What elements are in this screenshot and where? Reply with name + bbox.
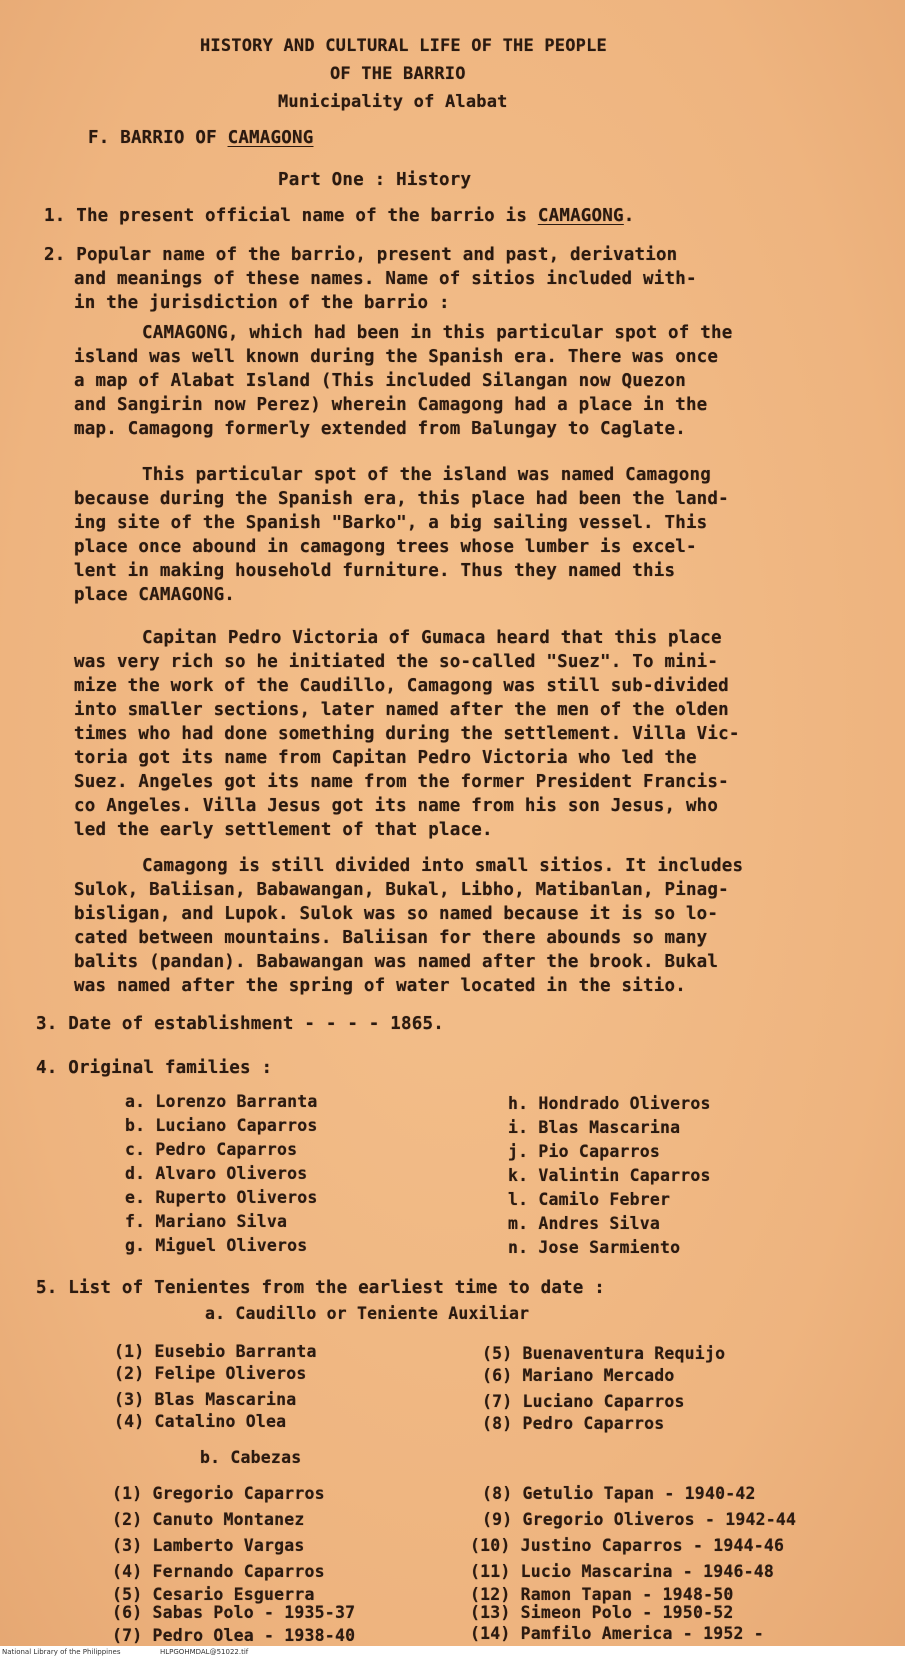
family-g: g. Miguel Oliveros: [125, 1236, 308, 1255]
p2-line-1: This particular spot of the island was named Camagong: [142, 465, 712, 485]
p2-line-4: place once abound in camagong trees whose lumber is excel-: [74, 537, 697, 557]
p2-line-3: ing site of the Spanish "Barko", a big sailing vessel. This: [74, 513, 708, 533]
cabeza-9: (9) Gregorio Oliveros - 1942-44: [482, 1510, 797, 1529]
cabeza-1: (1) Gregorio Caparros: [112, 1484, 325, 1503]
p3-line-1: Capitan Pedro Victoria of Gumaca heard that this place: [142, 628, 722, 648]
question-1-name: CAMAGONG: [537, 206, 624, 226]
p4-line-2: Sulok, Baliisan, Babawangan, Bukal, Libho, Matibanlan, Pinag-: [74, 880, 729, 900]
p2-line-6: place CAMAGONG.: [74, 585, 236, 605]
p4-line-5: balits (pandan). Babawangan was named after the brook. Bukal: [74, 952, 719, 972]
question-2-line-2: and meanings of these names. Name of sitios included with-: [74, 269, 697, 289]
p4-line-4: cated between mountains. Baliisan for there abounds so many: [74, 928, 708, 948]
family-i: i. Blas Mascarina: [508, 1118, 681, 1137]
p2-line-5: lent in making household furniture. Thus they named this: [74, 561, 676, 581]
family-l: l. Camilo Febrer: [508, 1190, 671, 1209]
p4-line-6: was named after the spring of water located in the sitio.: [74, 976, 686, 996]
caudillo-4: (4) Catalino Olea: [114, 1412, 287, 1431]
question-1-end: .: [623, 206, 635, 226]
footer-filename: HLPGOHMDAL@51022.tif: [160, 1648, 249, 1656]
cabeza-2: (2) Canuto Montanez: [112, 1510, 305, 1529]
p4-line-1: Camagong is still divided into small sitios. It includes: [142, 856, 744, 876]
caudillo-heading: a. Caudillo or Teniente Auxiliar: [205, 1304, 530, 1323]
caudillo-1: (1) Eusebio Barranta: [114, 1342, 317, 1361]
question-1: [44, 206, 635, 226]
cabeza-10: (10) Justino Caparros - 1944-46: [470, 1536, 785, 1555]
p3-line-5: times who had done something during the settlement. Villa Vic-: [74, 724, 740, 744]
cabeza-8: (8) Getulio Tapan - 1940-42: [482, 1484, 756, 1503]
cabeza-6: (6) Sabas Polo - 1935-37: [112, 1603, 356, 1622]
family-h: h. Hondrado Oliveros: [508, 1094, 711, 1113]
cabeza-4: (4) Fernando Caparros: [112, 1562, 325, 1581]
caudillo-6: (6) Mariano Mercado: [482, 1366, 675, 1385]
caudillo-8: (8) Pedro Caparros: [482, 1414, 665, 1433]
family-b: b. Luciano Caparros: [125, 1116, 318, 1135]
question-2-line-1: 2. Popular name of the barrio, present and past, derivation: [44, 245, 678, 265]
question-3: 3. Date of establishment - - - - 1865.: [36, 1014, 444, 1034]
title-line-2: OF THE BARRIO: [330, 64, 466, 84]
family-f: f. Mariano Silva: [125, 1212, 288, 1231]
barrio-name: CAMAGONG: [227, 128, 314, 148]
p2-line-2: because during the Spanish era, this place had been the land-: [74, 489, 729, 509]
p3-line-7: Suez. Angeles got its name from the former President Francis-: [74, 772, 729, 792]
question-4-title: 4. Original families :: [36, 1058, 273, 1078]
caudillo-3: (3) Blas Mascarina: [114, 1390, 297, 1409]
family-a: a. Lorenzo Barranta: [125, 1092, 318, 1111]
p3-line-3: mize the work of the Caudillo, Camagong was still sub-divided: [74, 676, 729, 696]
cabezas-heading: b. Cabezas: [200, 1448, 302, 1467]
p1-line-1: CAMAGONG, which had been in this particular spot of the: [142, 323, 733, 343]
p1-line-2: island was well known during the Spanish era. There was once: [74, 347, 719, 367]
part-title: Part One : History: [278, 170, 472, 190]
caudillo-2: (2) Felipe Oliveros: [114, 1364, 307, 1383]
scan-footer: [0, 1646, 905, 1658]
barrio-heading: [88, 128, 313, 148]
question-1-text: 1. The present official name of the barrio is: [44, 206, 538, 226]
cabeza-7: (7) Pedro Olea - 1938-40: [112, 1626, 356, 1645]
cabeza-13: (13) Simeon Polo - 1950-52: [470, 1603, 734, 1622]
family-j: j. Pio Caparros: [508, 1142, 661, 1161]
footer-source: National Library of the Philippines: [2, 1648, 121, 1656]
family-m: m. Andres Silva: [508, 1214, 661, 1233]
cabeza-3: (3) Lamberto Vargas: [112, 1536, 305, 1555]
caudillo-7: (7) Luciano Caparros: [482, 1392, 685, 1411]
family-k: k. Valintin Caparros: [508, 1166, 711, 1185]
p3-line-6: toria got its name from Capitan Pedro Victoria who led the: [74, 748, 697, 768]
question-5-title: 5. List of Tenientes from the earliest time to date :: [36, 1278, 606, 1298]
caudillo-5: (5) Buenaventura Requijo: [482, 1344, 726, 1363]
p1-line-4: and Sangirin now Perez) wherein Camagong had a place in the: [74, 395, 708, 415]
cabeza-14: (14) Pamfilo America - 1952 -: [470, 1624, 764, 1643]
family-e: e. Ruperto Oliveros: [125, 1188, 318, 1207]
p3-line-9: led the early settlement of that place.: [74, 820, 493, 840]
p3-line-2: was very rich so he initiated the so-called "Suez". To mini-: [74, 652, 719, 672]
question-2-line-3: in the jurisdiction of the barrio :: [74, 293, 450, 313]
family-d: d. Alvaro Oliveros: [125, 1164, 308, 1183]
barrio-prefix: F. BARRIO OF: [88, 128, 228, 148]
title-line-1: HISTORY AND CULTURAL LIFE OF THE PEOPLE: [200, 36, 607, 56]
p1-line-3: a map of Alabat Island (This included Silangan now Quezon: [74, 371, 686, 391]
family-n: n. Jose Sarmiento: [508, 1238, 681, 1257]
title-line-3: Municipality of Alabat: [278, 92, 508, 112]
cabeza-12: (12) Ramon Tapan - 1948-50: [470, 1585, 734, 1604]
p3-line-8: co Angeles. Villa Jesus got its name from his son Jesus, who: [74, 796, 719, 816]
p4-line-3: bisligan, and Lupok. Sulok was so named because it is so lo-: [74, 904, 719, 924]
p3-line-4: into smaller sections, later named after the men of the olden: [74, 700, 729, 720]
family-c: c. Pedro Caparros: [125, 1140, 298, 1159]
cabeza-5: (5) Cesario Esguerra: [112, 1585, 315, 1604]
p1-line-5: map. Camagong formerly extended from Balungay to Caglate.: [74, 419, 686, 439]
cabeza-11: (11) Lucio Mascarina - 1946-48: [470, 1562, 775, 1581]
